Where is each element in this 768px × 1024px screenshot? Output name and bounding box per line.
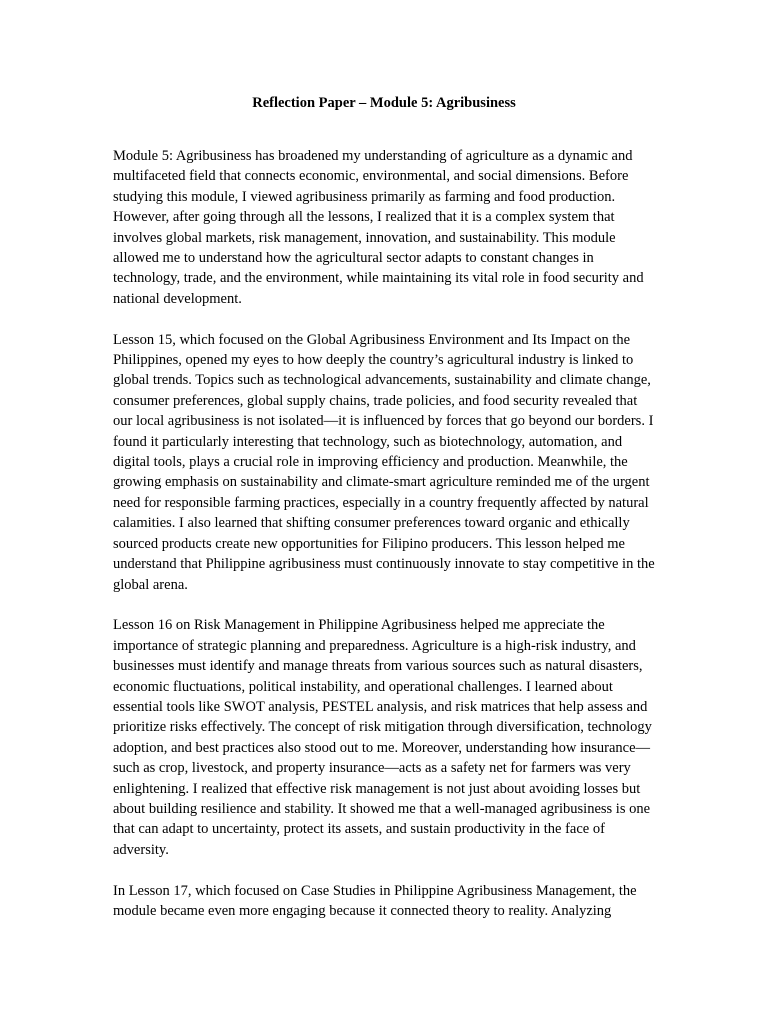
- paragraph-lesson-17: In Lesson 17, which focused on Case Studies in Philippine Agribusiness Management, the module became even more engaging because it connected theory to reality. Analyzing: [113, 882, 637, 919]
- paragraph-lesson-16: Lesson 16 on Risk Management in Philippine Agribusiness helped me appreciate the importance of strategic planning and preparedness. Agriculture is a high-risk industry, and businesses must identify and manage threats from various sources such as natural disasters, economic fluctuations, political instability, and operational challenges. I learned about essential tools like SWOT analysis, PESTEL analysis, and risk matrices that help assess and prioritize risks effectively. The concept of risk mitigation through diversification, technology adoption, and best practices also stood out to me. Moreover, understanding how insurance—such as crop, livestock, and property insurance—acts as a safety net for farmers was very enlightening. I realized that effective risk management is not just about avoiding losses but about building resilience and stability. It showed me that a well-managed agribusiness is one that can adapt to uncertainty, protect its assets, and sustain productivity in the face of adversity.: [113, 617, 652, 858]
- document-title: Reflection Paper – Module 5: Agribusiness: [252, 95, 516, 111]
- document-body: [113, 146, 655, 942]
- paragraph-intro: Module 5: Agribusiness has broadened my understanding of agriculture as a dynamic and multifaceted field that connects economic, environmental, and social dimensions. Before studying this module, I viewed agribusiness primarily as farming and food production. However, after going through all the lessons, I realized that it is a complex system that involves global markets, risk management, innovation, and sustainability. This module allowed me to understand how the agricultural sector adapts to constant changes in technology, trade, and the environment, while maintaining its vital role in food security and national development.: [113, 148, 644, 307]
- paragraph-lesson-15: Lesson 15, which focused on the Global Agribusiness Environment and Its Impact on the Philippines, opened my eyes to how deeply the country’s agricultural industry is linked to global trends. Topics such as technological advancements, sustainability and climate change, consumer preferences, global supply chains, trade policies, and food security revealed that our local agribusiness is not isolated—it is influenced by forces that go beyond our borders. I found it particularly interesting that technology, such as biotechnology, automation, and digital tools, plays a crucial role in improving efficiency and production. Meanwhile, the growing emphasis on sustainability and climate-smart agriculture reminded me of the urgent need for responsible farming practices, especially in a country frequently affected by natural calamities. I also learned that shifting consumer preferences toward organic and ethically sourced products create new opportunities for Filipino producers. This lesson helped me understand that Philippine agribusiness must continuously innovate to stay competitive in the global arena.: [113, 331, 655, 593]
